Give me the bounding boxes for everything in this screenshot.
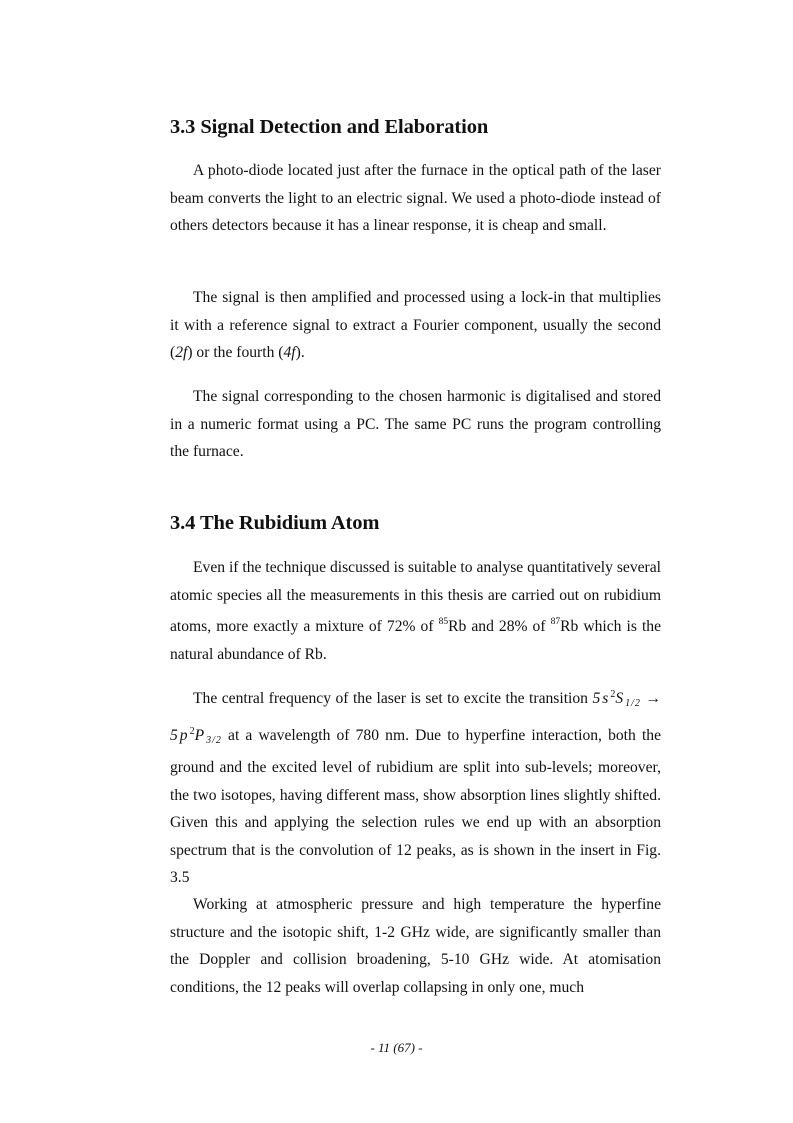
transition-upper-multiplicity: 2 [189,725,195,737]
section-heading-3-3: 3.3 Signal Detection and Elaboration [170,116,489,138]
transition-upper-j: 3/2 [206,734,222,746]
paragraph-text: A photo-diode located just after the furnace in the optical path of the laser beam converts the light to an electric signal. We used a photo-diode instead of others detectors because it has a linear response, it is cheap and small. [170,162,661,234]
paragraph-photodiode [170,157,661,240]
text-span: The central frequency of the laser is set to excite the transition [193,690,593,707]
paragraph-digitalised [170,383,661,466]
transition-arrow: → [645,690,661,707]
transition-lower-term: S [615,690,626,707]
transition-lower-config: 5s [592,690,611,707]
paragraph-rubidium-mixture [170,554,661,668]
paragraph-lock-in [170,284,661,367]
text-span: which is the natural abundance of Rb. [170,618,662,663]
isotope-87-mass: 87 [550,617,561,627]
text-span: Even if the technique discussed is suitable to analyse quantitatively several atomic species all the measurements in this thesis are carried out on rubidium atoms, more exactly a mixture of 72% of [170,559,661,635]
paragraph-text: The signal corresponding to the chosen harmonic is digitalised and stored in a numeric format using a PC. The same PC runs the program controlling the furnace. [170,388,661,460]
text-span: at a wavelength of 780 nm. Due to hyperfine interaction, both the ground and the excited level of rubidium are split into sub-levels; moreover, the two isotopes, having different mass, show absorption lines slightly shifted. Given this and applying the selection rules we end up with an absorption spectrum that is the convolution of 12 peaks, as is shown in the insert in Fig. 3.5 [170,726,661,886]
paragraph-text [170,284,661,367]
text-span: ). [295,344,305,361]
text-span: The signal is then amplified and processed using a lock-in that multiplies it with a reference signal to extract a Fourier component, usually the second ( [170,289,661,361]
text-span: and 28% of [466,618,551,635]
section-heading-3-4: 3.4 The Rubidium Atom [170,512,380,534]
harmonic-2f: 2f [175,344,188,361]
paragraph-broadening [170,891,661,1001]
isotope-85-element: Rb [448,618,467,635]
text-span: ) or the fourth ( [187,344,284,361]
paragraph-text [170,681,661,892]
paragraph-text: Working at atmospheric pressure and high temperature the hyperfine structure and the isotopic shift, 1-2 GHz wide, are significantly smaller than the Doppler and collision broadening, 5-10 GHz wide. At atomisation conditions, the 12 peaks will overlap collapsing in only one, much [170,896,661,996]
paragraph-transition [170,681,661,892]
harmonic-4f: 4f [283,344,296,361]
transition-lower-j: 1/2 [625,698,641,709]
isotope-85-mass: 85 [438,617,449,627]
paragraph-text [170,554,661,668]
transition-upper-config: 5p [170,726,190,744]
transition-upper-term: P [194,726,207,744]
isotope-87-element: Rb [560,618,579,635]
transition-lower-multiplicity: 2 [610,689,616,700]
page-number: - 11 (67) - [370,1040,423,1055]
